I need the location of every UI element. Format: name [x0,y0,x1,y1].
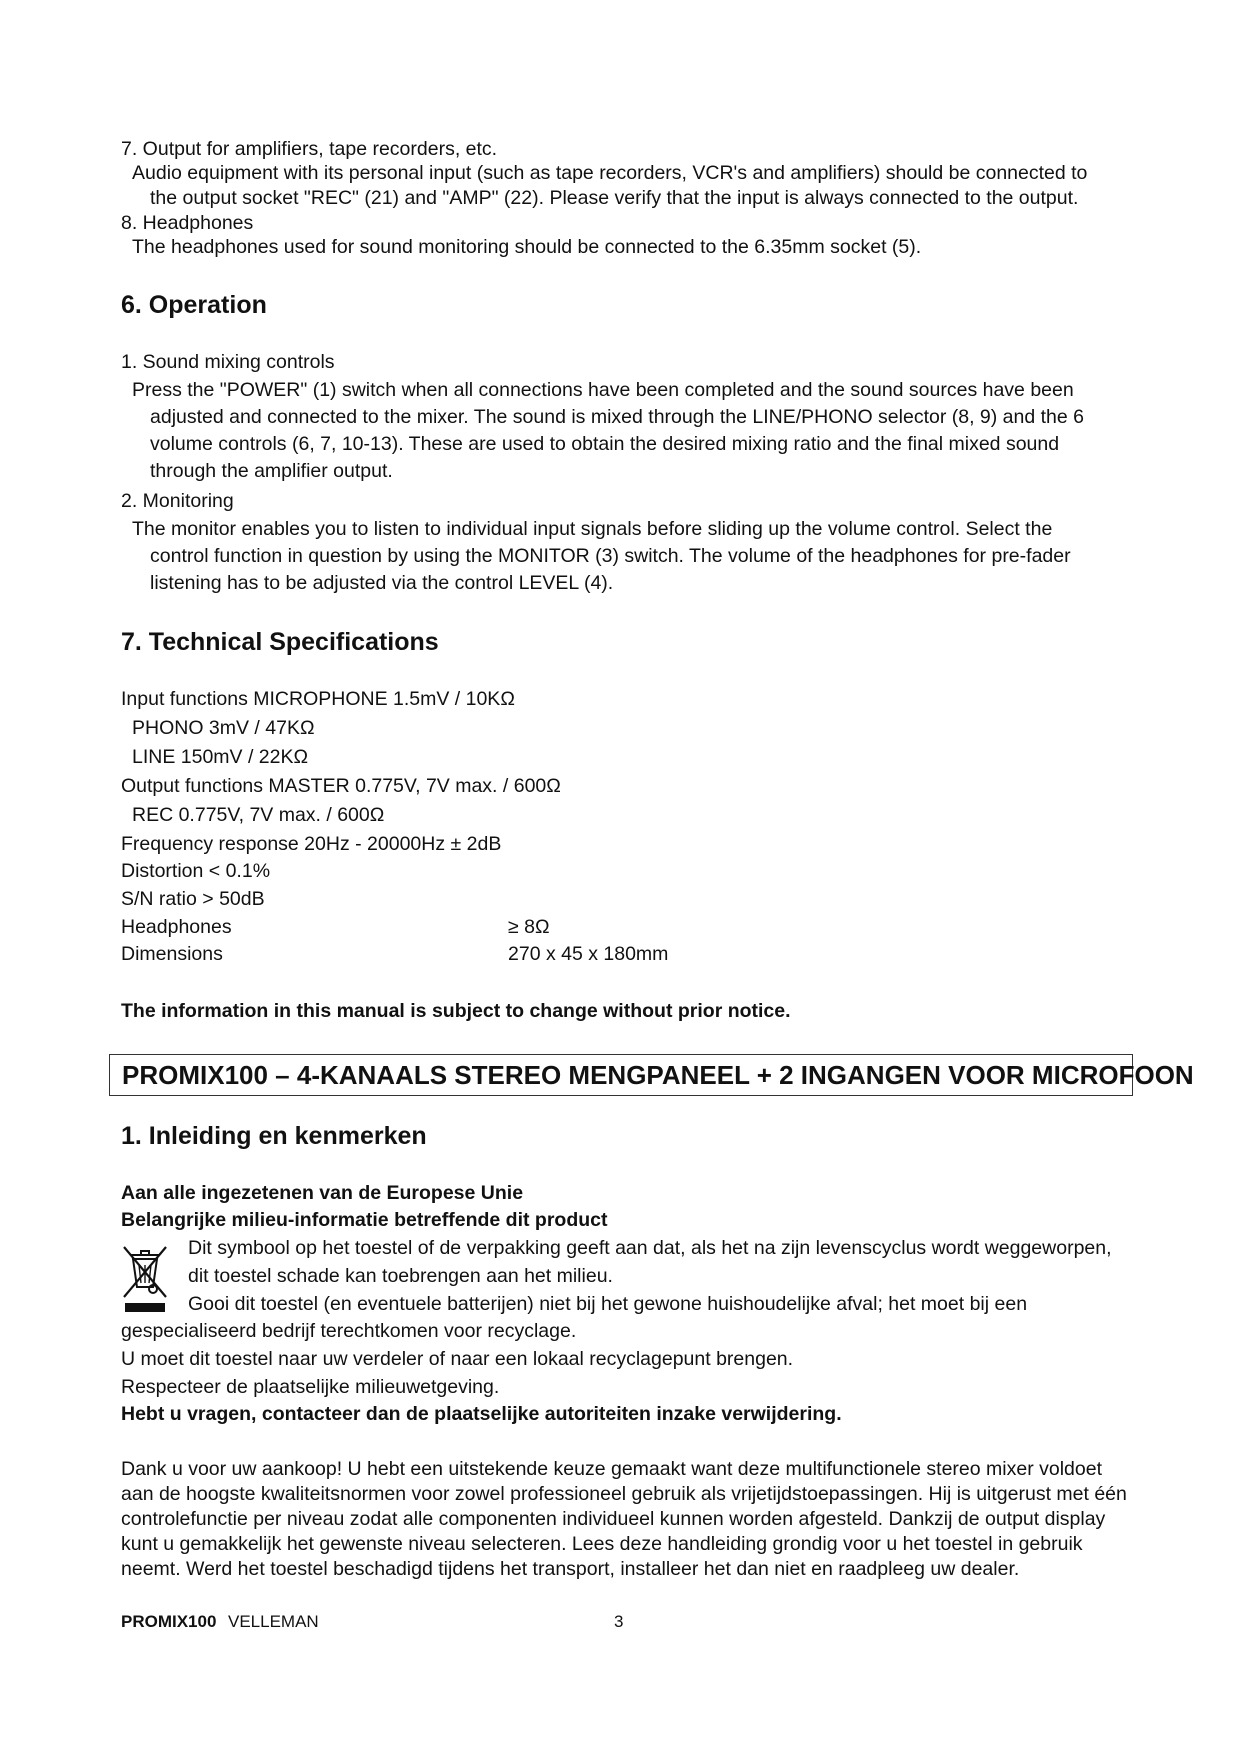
dutch-title-banner [109,1054,1194,1096]
thanks-line-5: neemt. Werd het toestel beschadigd tijdens het transport, installeer het dan niet en raadpleeg uw dealer. [121,1558,1020,1580]
spec-sn-ratio: S/N ratio > 50dB [121,888,265,910]
spec-headphones-value: ≥ 8Ω [508,916,550,938]
weee-bin-icon [119,1243,171,1317]
item7-title: 7. Output for amplifiers, tape recorders, etc. [121,138,498,160]
operation-item1-line-3: volume controls (6, 7, 10-13). These are used to obtain the desired mixing ratio and the final mixed sound [150,433,1060,455]
env-line-6: Respecteer de plaatselijke milieuwetgeving. [121,1376,500,1398]
operation-item2-title: 2. Monitoring [121,490,234,512]
footer-brand: VELLEMAN [228,1612,319,1631]
eu-residents-title: Aan alle ingezetenen van de Europese Unie [121,1182,524,1204]
dutch-title: PROMIX100 – 4-KANAALS STEREO MENGPANEEL + 2 INGANGEN VOOR MICROFOON [122,1060,1194,1090]
thanks-line-2: aan de hoogste kwaliteitsnormen voor zowel professioneel gebruik als vrijetijdstoepassingen. Hij is uitgerust met één [121,1483,1127,1505]
spec-distortion: Distortion < 0.1% [121,860,271,882]
operation-item2-line-2: control function in question by using the MONITOR (3) switch. The volume of the headphones for pre-fader [150,545,1071,567]
operation-item2-line-1: The monitor enables you to listen to individual input signals before sliding up the volume control. Select the [132,518,1053,540]
env-line-5: U moet dit toestel naar uw verdeler of naar een lokaal recyclagepunt brengen. [121,1348,794,1370]
env-line-3: Gooi dit toestel (en eventuele batterijen) niet bij het gewone huishoudelijke afval; het moet bij een [188,1293,1028,1315]
spec-dimensions-label: Dimensions [121,943,223,965]
operation-item1-line-4: through the amplifier output. [150,460,393,482]
specs-heading: 7. Technical Specifications [121,628,439,656]
item7-line-2: the output socket "REC" (21) and "AMP" (22). Please verify that the input is always connected to the output. [150,187,1079,209]
spec-headphones-label: Headphones [121,916,232,938]
env-line-2: dit toestel schade kan toebrengen aan het milieu. [188,1265,613,1287]
spec-dimensions-value: 270 x 45 x 180mm [508,943,669,965]
env-question: Hebt u vragen, contacteer dan de plaatselijke autoriteiten inzake verwijdering. [121,1403,842,1425]
operation-item1-line-1: Press the "POWER" (1) switch when all connections have been completed and the sound sources have been [132,379,1074,401]
spec-input-phono: PHONO 3mV / 47KΩ [132,717,315,739]
item8-title: 8. Headphones [121,212,254,234]
operation-heading: 6. Operation [121,291,267,319]
footer-page-number: 3 [614,1612,624,1631]
spec-output-rec: REC 0.775V, 7V max. / 600Ω [132,804,385,826]
env-line-4: gespecialiseerd bedrijf terechtkomen voor recyclage. [121,1320,577,1342]
spec-frequency-response: Frequency response 20Hz - 20000Hz ± 2dB [121,833,502,855]
inleiding-heading: 1. Inleiding en kenmerken [121,1122,427,1150]
spec-output-master: Output functions MASTER 0.775V, 7V max. / 600Ω [121,775,561,797]
thanks-line-4: kunt u gemakkelijk het gewenste niveau selecteren. Lees deze handleiding grondig voor u het toestel in gebruik [121,1533,1083,1555]
change-notice: The information in this manual is subject to change without prior notice. [121,1000,791,1022]
item7-line-1: Audio equipment with its personal input (such as tape recorders, VCR's and amplifiers) should be connected to [132,162,1088,184]
spec-input-line: LINE 150mV / 22KΩ [132,746,309,768]
footer-model: PROMIX100 [121,1612,217,1631]
item8-line: The headphones used for sound monitoring should be connected to the 6.35mm socket (5). [132,236,922,258]
env-info-title: Belangrijke milieu-informatie betreffende dit product [121,1209,608,1231]
operation-item1-line-2: adjusted and connected to the mixer. The sound is mixed through the LINE/PHONO selector (8, 9) and the 6 [150,406,1085,428]
env-line-1: Dit symbool op het toestel of de verpakking geeft aan dat, als het na zijn levenscyclus wordt weggeworpen, [188,1237,1112,1259]
thanks-line-3: controlefunctie per niveau zodat alle componenten individueel kunnen worden afgesteld. Dankzij de output display [121,1508,1106,1530]
operation-item2-line-3: listening has to be adjusted via the control LEVEL (4). [150,572,614,594]
thanks-line-1: Dank u voor uw aankoop! U hebt een uitstekende keuze gemaakt want deze multifunctionele stereo mixer voldoet [121,1458,1102,1480]
operation-item1-title: 1. Sound mixing controls [121,351,335,373]
spec-input-microphone: Input functions MICROPHONE 1.5mV / 10KΩ [121,688,515,710]
